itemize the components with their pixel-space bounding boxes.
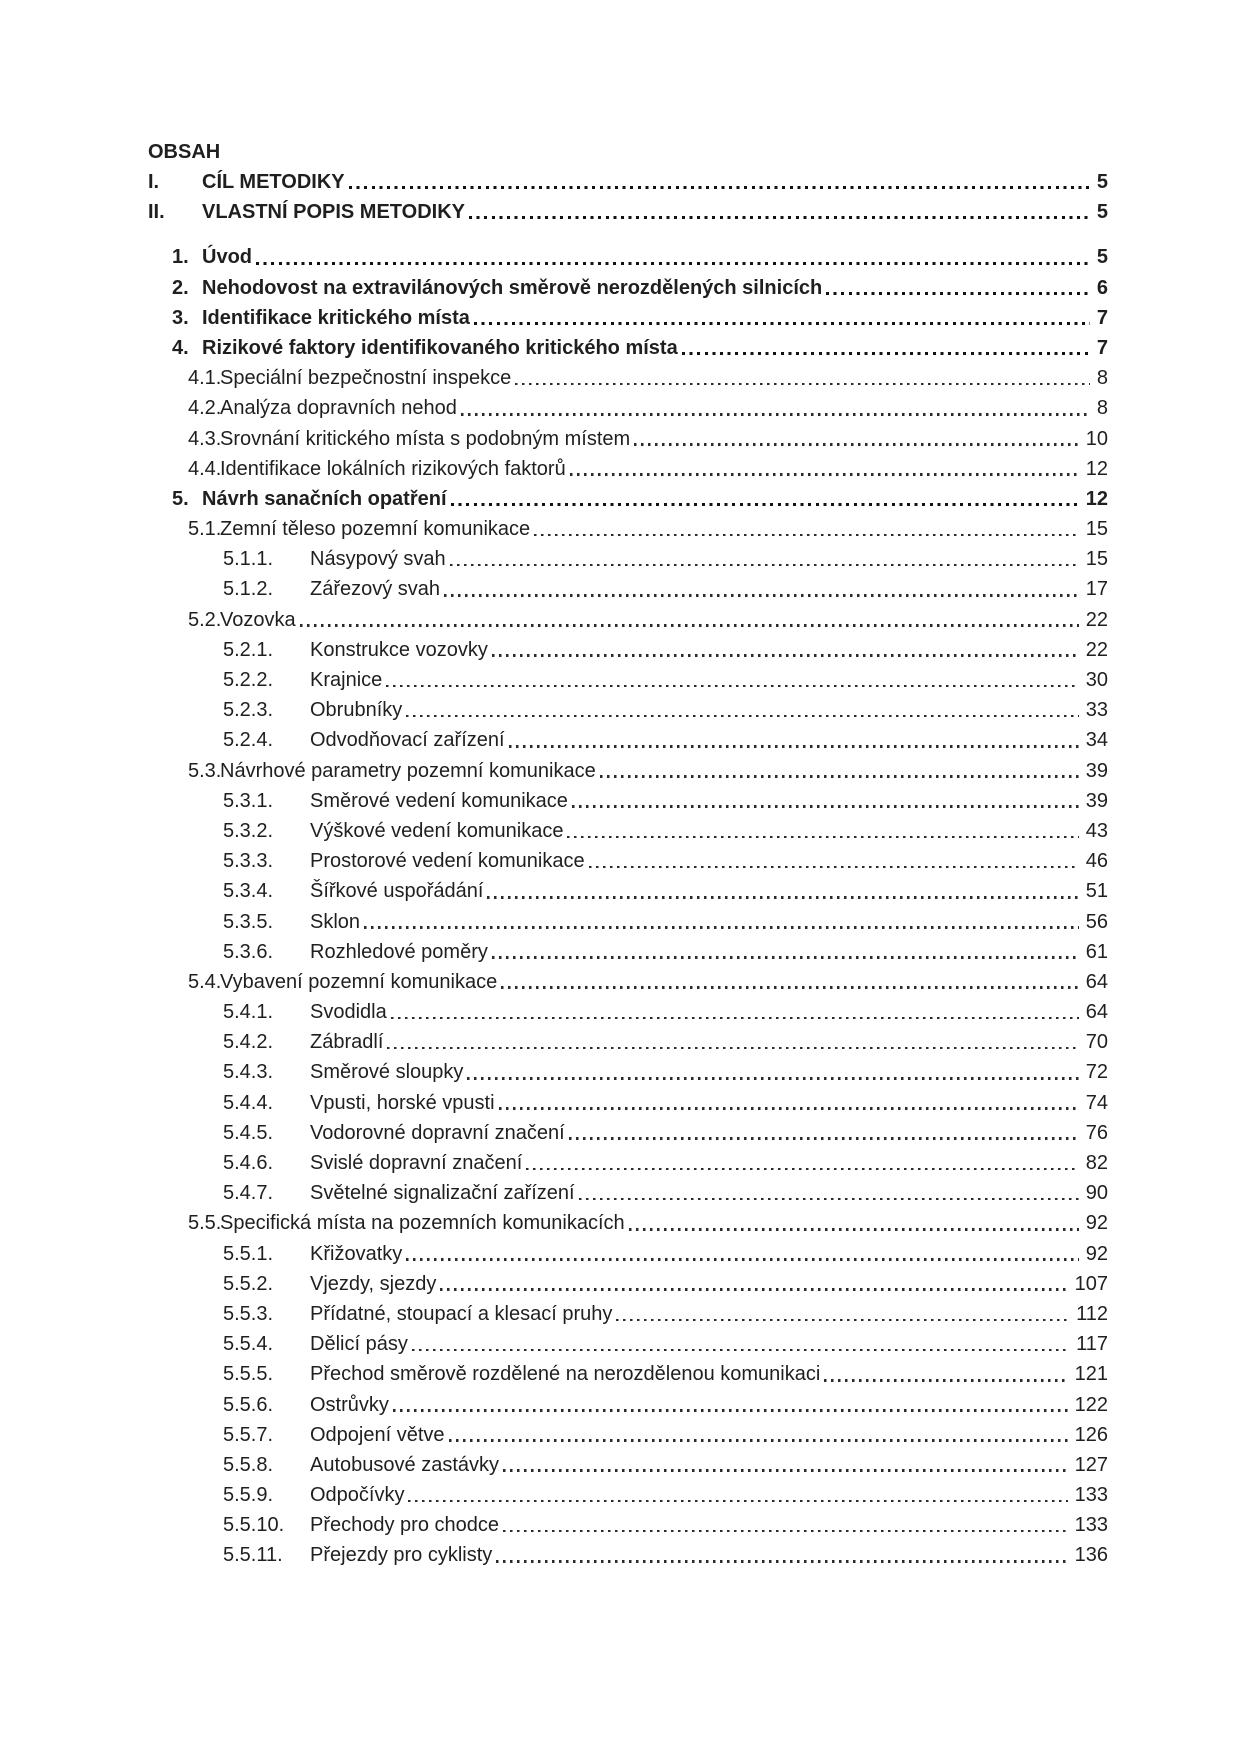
toc-entry-number: 4.1. (188, 367, 222, 390)
toc-entry-number: 5.5.10. (223, 1514, 285, 1537)
toc-entry-label: Návrhové parametry pozemní komunikace (220, 759, 596, 782)
dot-leader (449, 1420, 1068, 1450)
toc-entry-number: 5.5.7. (223, 1423, 274, 1446)
toc-entry-label: Zábradlí (310, 1031, 384, 1054)
toc-entry-label: Svodidla (310, 1001, 387, 1024)
toc-entry[interactable] (148, 424, 1108, 454)
toc-entry[interactable] (148, 756, 1108, 786)
toc-entry-number: 5.3. (188, 759, 222, 782)
toc-entry[interactable] (148, 1390, 1108, 1420)
toc-entry-number: 5.3.1. (223, 789, 274, 812)
toc-entry-label: Rizikové faktory identifikovaného kritického místa (202, 336, 678, 359)
toc-entry-page: 15 (1085, 548, 1108, 571)
toc-entry[interactable] (148, 1480, 1108, 1510)
toc-entry-page: 82 (1085, 1152, 1108, 1174)
toc-entry-label: Krajnice (310, 669, 383, 691)
toc-entry[interactable] (148, 333, 1108, 363)
toc-entry-page: 64 (1085, 970, 1108, 993)
toc-entry[interactable] (148, 197, 1108, 227)
dot-leader (515, 363, 1090, 393)
dot-leader (391, 997, 1079, 1027)
document-page (148, 137, 1108, 1571)
dot-leader (487, 876, 1078, 906)
toc-entry[interactable] (148, 1450, 1108, 1480)
toc-entry[interactable] (148, 273, 1108, 303)
toc-entry-label: Autobusové zastávky (310, 1453, 499, 1476)
toc-entry[interactable] (148, 967, 1108, 997)
toc-entry-page: 15 (1085, 518, 1108, 541)
toc-entry-page: 6 (1096, 276, 1108, 299)
toc-entry-number: 4.3. (188, 427, 222, 450)
toc-entry-label: Vybavení pozemní komunikace (220, 970, 498, 993)
toc-entry-label: Zářezový svah (310, 578, 441, 601)
toc-entry[interactable] (148, 786, 1108, 816)
dot-leader (406, 695, 1078, 725)
toc-entry-label: Směrové sloupky (310, 1061, 464, 1084)
dot-leader (589, 846, 1079, 876)
toc-entry[interactable] (148, 846, 1108, 876)
toc-entry-number: 4.4. (188, 457, 222, 480)
toc-entry-page: 74 (1085, 1091, 1108, 1114)
toc-entry-number: 5.5.11. (223, 1544, 283, 1567)
dot-leader (256, 242, 1090, 272)
toc-entry-page: 17 (1085, 578, 1108, 601)
toc-entry-number: 5.1. (188, 518, 222, 541)
dot-leader (569, 1118, 1079, 1148)
toc-entry-number: 5.4.5. (223, 1121, 274, 1144)
toc-entry-label: CÍL METODIKY (202, 171, 345, 193)
toc-entry-label: Identifikace lokálních rizikových faktorů (220, 457, 566, 480)
toc-entry[interactable] (148, 363, 1108, 393)
toc-entry-page: 117 (1076, 1333, 1108, 1356)
toc-entry-page: 12 (1085, 487, 1108, 510)
toc-entry-page: 136 (1074, 1544, 1108, 1567)
dot-leader (349, 167, 1090, 197)
toc-entry-number: 5.1.1. (223, 548, 274, 571)
toc-entry-label: Vpusti, horské vpusti (310, 1091, 495, 1114)
toc-entry-label: Přechody pro chodce (310, 1514, 500, 1537)
dot-leader (634, 424, 1079, 454)
toc-entry-number: 5.5.8. (223, 1453, 274, 1476)
dot-leader (492, 937, 1079, 967)
dot-leader (526, 1148, 1078, 1178)
toc-entry-number: 5.5.6. (223, 1393, 274, 1416)
toc-entry[interactable] (148, 303, 1108, 333)
toc-entry-page: 5 (1096, 246, 1108, 269)
toc-entry-number: 5.2.2. (223, 669, 274, 691)
toc-entry[interactable] (148, 665, 1108, 695)
toc-entry-label: Sklon (310, 910, 361, 933)
dot-leader (567, 816, 1078, 846)
toc-entry-page: 107 (1074, 1272, 1108, 1295)
toc-entry-number: 4.2. (188, 397, 222, 420)
dot-leader (450, 544, 1079, 574)
toc-entry[interactable] (148, 695, 1108, 725)
toc-list (148, 167, 1108, 1571)
toc-entry[interactable] (148, 484, 1108, 514)
toc-entry[interactable] (148, 907, 1108, 937)
dot-leader (451, 484, 1079, 514)
dot-leader (387, 1027, 1078, 1057)
dot-leader (406, 1239, 1079, 1269)
toc-entry-page: 39 (1085, 759, 1108, 782)
toc-entry-label: Dělicí pásy (310, 1333, 408, 1356)
toc-entry-label: Přejezdy pro cyklisty (310, 1544, 493, 1567)
toc-entry-number: 5.4.7. (223, 1182, 274, 1205)
toc-entry-number: I. (148, 171, 160, 193)
toc-entry-page: 127 (1074, 1453, 1108, 1476)
toc-entry-number: 5.5.1. (223, 1242, 274, 1265)
toc-entry-page: 133 (1074, 1514, 1108, 1537)
toc-entry-label: Vozovka (220, 608, 296, 631)
toc-entry-label: Výškové vedení komunikace (310, 819, 564, 842)
toc-entry[interactable] (148, 1329, 1108, 1359)
toc-entry-label: Šířkové uspořádání (310, 880, 484, 903)
toc-entry-page: 7 (1096, 336, 1108, 359)
dot-leader (386, 665, 1078, 695)
dot-leader (440, 1269, 1067, 1299)
dot-leader (300, 605, 1079, 635)
toc-entry-page: 33 (1085, 699, 1108, 722)
toc-entry[interactable] (148, 454, 1108, 484)
toc-entry-number: II. (148, 201, 165, 224)
dot-leader (474, 303, 1090, 333)
toc-entry[interactable] (148, 167, 1108, 197)
dot-leader (572, 786, 1079, 816)
dot-leader (492, 635, 1079, 665)
toc-entry-number: 5.3.5. (223, 910, 274, 933)
toc-entry[interactable] (148, 1057, 1108, 1087)
toc-entry-number: 5.4.4. (223, 1091, 274, 1114)
toc-entry-page: 92 (1085, 1242, 1108, 1265)
dot-leader (616, 1299, 1069, 1329)
toc-entry[interactable] (148, 1299, 1108, 1329)
toc-entry-label: Odvodňovací zařízení (310, 729, 505, 752)
dot-leader (469, 197, 1090, 227)
toc-entry-label: Zemní těleso pozemní komunikace (220, 518, 531, 541)
toc-entry-number: 2. (172, 276, 189, 299)
toc-entry[interactable] (148, 393, 1108, 423)
toc-entry[interactable] (148, 1208, 1108, 1238)
dot-leader (364, 907, 1079, 937)
toc-entry-page: 64 (1085, 1001, 1108, 1024)
toc-entry[interactable] (148, 514, 1108, 544)
toc-entry-page: 90 (1085, 1182, 1108, 1205)
dot-leader (444, 574, 1079, 604)
toc-entry-label: Odpojení větve (310, 1423, 445, 1446)
toc-entry-label: Nehodovost na extravilánových směrově nerozdělených silnicích (202, 276, 823, 299)
toc-entry-page: 92 (1085, 1212, 1108, 1235)
toc-entry-page: 46 (1085, 850, 1108, 873)
toc-entry[interactable] (148, 1088, 1108, 1118)
dot-leader (824, 1359, 1067, 1389)
toc-entry-number: 5.2.3. (223, 699, 274, 722)
toc-entry[interactable] (148, 574, 1108, 604)
toc-entry[interactable] (148, 1359, 1108, 1389)
toc-entry-page: 112 (1076, 1302, 1108, 1325)
toc-entry-number: 4. (172, 336, 189, 359)
toc-entry[interactable] (148, 816, 1108, 846)
toc-entry-label: Rozhledové poměry (310, 940, 488, 963)
dot-leader (467, 1057, 1078, 1087)
toc-entry-number: 5.5.2. (223, 1272, 274, 1295)
toc-entry[interactable] (148, 876, 1108, 906)
toc-entry-number: 5.3.6. (223, 940, 274, 963)
dot-leader (826, 273, 1090, 303)
toc-entry[interactable] (148, 1027, 1108, 1057)
toc-entry-label: Směrové vedení komunikace (310, 789, 568, 812)
toc-entry-label: Přídatné, stoupací a klesací pruhy (310, 1302, 613, 1325)
toc-entry-number: 5.4.6. (223, 1152, 274, 1174)
toc-entry-number: 5.2. (188, 608, 222, 631)
dot-leader (393, 1390, 1068, 1420)
toc-entry-number: 5.4.1. (223, 1001, 274, 1024)
toc-entry-page: 70 (1085, 1031, 1108, 1054)
toc-entry-number: 5.4.3. (223, 1061, 274, 1084)
toc-entry-number: 5.2.1. (223, 638, 274, 661)
toc-entry[interactable] (148, 1239, 1108, 1269)
toc-entry-page: 5 (1096, 171, 1108, 193)
toc-entry-label: Křižovatky (310, 1242, 403, 1265)
toc-entry-label: Odpočívky (310, 1484, 405, 1507)
toc-entry-page: 43 (1085, 819, 1108, 842)
dot-leader (408, 1480, 1067, 1510)
toc-entry-page: 7 (1096, 306, 1108, 329)
dot-leader (503, 1450, 1068, 1480)
toc-entry-page: 56 (1085, 910, 1108, 933)
dot-leader (499, 1088, 1079, 1118)
toc-entry-label: Prostorové vedení komunikace (310, 850, 585, 873)
toc-entry-page: 34 (1085, 729, 1108, 752)
toc-entry-number: 5.3.4. (223, 880, 274, 903)
toc-entry-number: 5.3.2. (223, 819, 274, 842)
toc-entry-label: Analýza dopravních nehod (220, 397, 457, 420)
dot-leader (501, 967, 1079, 997)
toc-entry-label: Úvod (202, 246, 252, 269)
toc-entry-number: 5.5.9. (223, 1484, 274, 1507)
toc-entry-label: Identifikace kritického místa (202, 306, 470, 329)
toc-entry-label: Ostrůvky (310, 1393, 389, 1416)
dot-leader (509, 725, 1079, 755)
toc-entry-page: 5 (1096, 201, 1108, 224)
toc-entry-page: 61 (1085, 940, 1108, 963)
toc-entry-number: 5.2.4. (223, 729, 274, 752)
toc-entry-label: Světelné signalizační zařízení (310, 1182, 575, 1205)
toc-entry[interactable] (148, 997, 1108, 1027)
toc-entry[interactable] (148, 1510, 1108, 1540)
toc-entry-number: 5.4. (188, 970, 222, 993)
dot-leader (579, 1178, 1079, 1208)
toc-entry-label: Svislé dopravní značení (310, 1152, 523, 1174)
toc-entry-label: Specifická místa na pozemních komunikacích (220, 1212, 625, 1235)
dot-leader (461, 393, 1090, 423)
toc-entry-page: 51 (1085, 880, 1108, 903)
toc-entry[interactable] (148, 1540, 1108, 1570)
toc-entry-page: 12 (1085, 457, 1108, 480)
dot-leader (534, 514, 1079, 544)
toc-entry-number: 5.1.2. (223, 578, 274, 601)
toc-entry[interactable] (148, 1118, 1108, 1148)
toc-entry-page: 30 (1085, 669, 1108, 691)
toc-entry-page: 8 (1096, 367, 1108, 390)
toc-entry-number: 5.5. (188, 1212, 222, 1235)
toc-entry-number: 3. (172, 306, 189, 329)
toc-entry-label: Speciální bezpečnostní inspekce (220, 367, 512, 390)
toc-entry-page: 22 (1085, 638, 1108, 661)
dot-leader (600, 756, 1079, 786)
dot-leader (496, 1540, 1067, 1570)
toc-entry-page: 10 (1085, 427, 1108, 450)
toc-entry-label: Přechod směrově rozdělené na nerozdělenou komunikaci (310, 1363, 821, 1386)
toc-entry-number: 1. (172, 246, 189, 269)
dot-leader (629, 1208, 1079, 1238)
toc-entry-label: Obrubníky (310, 699, 403, 722)
dot-leader (570, 454, 1079, 484)
toc-entry[interactable] (148, 1420, 1108, 1450)
toc-entry[interactable] (148, 725, 1108, 755)
toc-entry[interactable] (148, 635, 1108, 665)
toc-entry-page: 39 (1085, 789, 1108, 812)
toc-entry-label: VLASTNÍ POPIS METODIKY (202, 201, 465, 224)
toc-entry-page: 133 (1074, 1484, 1108, 1507)
toc-entry-label: Konstrukce vozovky (310, 638, 488, 661)
toc-entry-label: Vodorovné dopravní značení (310, 1121, 565, 1144)
toc-entry[interactable] (148, 1178, 1108, 1208)
toc-entry-label: Srovnání kritického místa s podobným místem (220, 427, 631, 450)
toc-entry-number: 5. (172, 487, 189, 510)
toc-entry-label: Vjezdy, sjezdy (310, 1272, 437, 1295)
toc-entry[interactable] (148, 544, 1108, 574)
toc-entry-number: 5.5.4. (223, 1333, 274, 1356)
page-title: OBSAH (148, 141, 221, 163)
toc-entry-label: Násypový svah (310, 548, 446, 571)
toc-entry-label: Návrh sanačních opatření (202, 487, 447, 510)
toc-entry[interactable] (148, 937, 1108, 967)
toc-entry-page: 126 (1074, 1423, 1108, 1446)
toc-entry-page: 8 (1096, 397, 1108, 420)
toc-entry-number: 5.3.3. (223, 850, 274, 873)
dot-leader (412, 1329, 1069, 1359)
toc-entry[interactable] (148, 1269, 1108, 1299)
toc-entry[interactable] (148, 605, 1108, 635)
toc-entry[interactable] (148, 242, 1108, 272)
dot-leader (503, 1510, 1068, 1540)
toc-entry-page: 72 (1085, 1061, 1108, 1084)
toc-entry[interactable] (148, 1148, 1108, 1178)
toc-entry-page: 122 (1074, 1393, 1108, 1416)
toc-entry-page: 22 (1085, 608, 1108, 631)
toc-entry-page: 121 (1074, 1363, 1108, 1386)
toc-entry-page: 76 (1085, 1121, 1108, 1144)
toc-entry-number: 5.5.5. (223, 1363, 274, 1386)
toc-entry-number: 5.5.3. (223, 1302, 274, 1325)
dot-leader (682, 333, 1090, 363)
toc-entry-number: 5.4.2. (223, 1031, 274, 1054)
